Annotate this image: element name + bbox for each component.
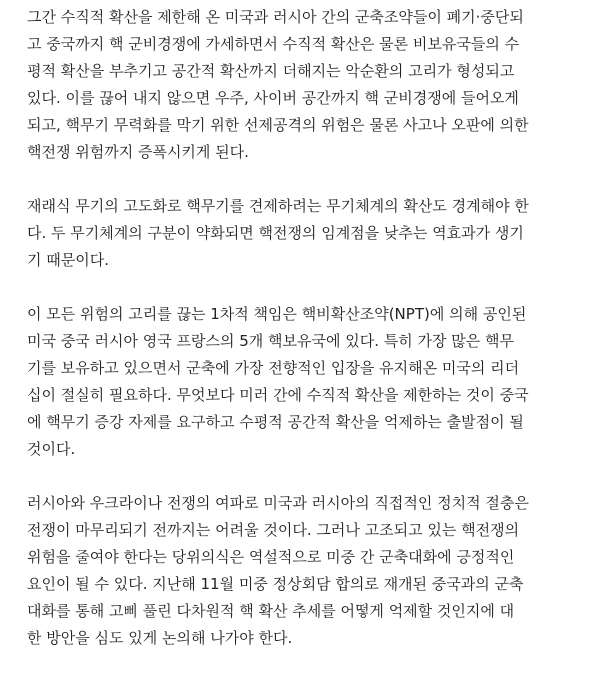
text-line: 다. 두 무기체계의 구분이 약화되면 핵전쟁의 임계점을 낮추는 역효과가 생기 bbox=[27, 224, 524, 242]
text-line: 이 모든 위험의 고리를 끊는 1차적 책임은 핵비확산조약(NPT)에 의해 공인된 bbox=[27, 305, 527, 323]
text-line: 요인이 될 수 있다. 지난해 11월 미중 정상회담 합의로 재개된 중국과의 군축 bbox=[27, 575, 524, 593]
paragraph-1 bbox=[27, 4, 593, 166]
text-line: 것이다. bbox=[27, 440, 76, 458]
text-line: 한 방안을 심도 있게 논의해 나가야 한다. bbox=[27, 629, 293, 647]
text-line: 그간 수직적 확산을 제한해 온 미국과 러시아 간의 군축조약들이 폐기·중단되 bbox=[27, 8, 524, 26]
text-line: 재래식 무기의 고도화로 핵무기를 견제하려는 무기체계의 확산도 경계해야 한 bbox=[27, 197, 529, 215]
text-line: 기를 보유하고 있으면서 군축에 가장 전향적인 입장을 유지해온 미국의 리더 bbox=[27, 359, 520, 377]
text-line: 전쟁이 마무리되기 전까지는 어려울 것이다. 그러나 고조되고 있는 핵전쟁의 bbox=[27, 521, 520, 539]
paragraph-2 bbox=[27, 193, 593, 274]
text-line: 기 때문이다. bbox=[27, 251, 109, 269]
text-line: 십이 절실히 필요하다. 무엇보다 미러 간에 수직적 확산을 제한하는 것이 중국 bbox=[27, 386, 529, 404]
text-line: 되고, 핵무기 무력화를 막기 위한 선제공격의 위험은 물론 사고나 오판에 의한 bbox=[27, 116, 529, 134]
paragraph-4 bbox=[27, 490, 593, 652]
article-body bbox=[27, 4, 593, 679]
text-line: 대화를 통해 고삐 풀린 다차원적 핵 확산 추세를 어떻게 억제할 것인지에 대 bbox=[27, 602, 515, 620]
text-line: 핵전쟁 위험까지 증폭시키게 된다. bbox=[27, 143, 249, 161]
text-line: 에 핵무기 증강 자제를 요구하고 수평적 공간적 확산을 억제하는 출발점이 될 bbox=[27, 413, 524, 431]
text-line: 러시아와 우크라이나 전쟁의 여파로 미국과 러시아의 직접적인 정치적 절충은 bbox=[27, 494, 529, 512]
paragraph-3 bbox=[27, 301, 593, 463]
text-line: 미국 중국 러시아 영국 프랑스의 5개 핵보유국에 있다. 특히 가장 많은 핵무 bbox=[27, 332, 514, 350]
text-line: 위험을 줄여야 한다는 당위의식은 역설적으로 미중 간 군축대화에 긍정적인 bbox=[27, 548, 515, 566]
text-line: 평적 확산을 부추기고 공간적 확산까지 더해지는 악순환의 고리가 형성되고 bbox=[27, 62, 515, 80]
text-line: 고 중국까지 핵 군비경쟁에 가세하면서 수직적 확산은 물론 비보유국들의 수 bbox=[27, 35, 520, 53]
text-line: 있다. 이를 끊어 내지 않으면 우주, 사이버 공간까지 핵 군비경쟁에 들어오게 bbox=[27, 89, 519, 107]
